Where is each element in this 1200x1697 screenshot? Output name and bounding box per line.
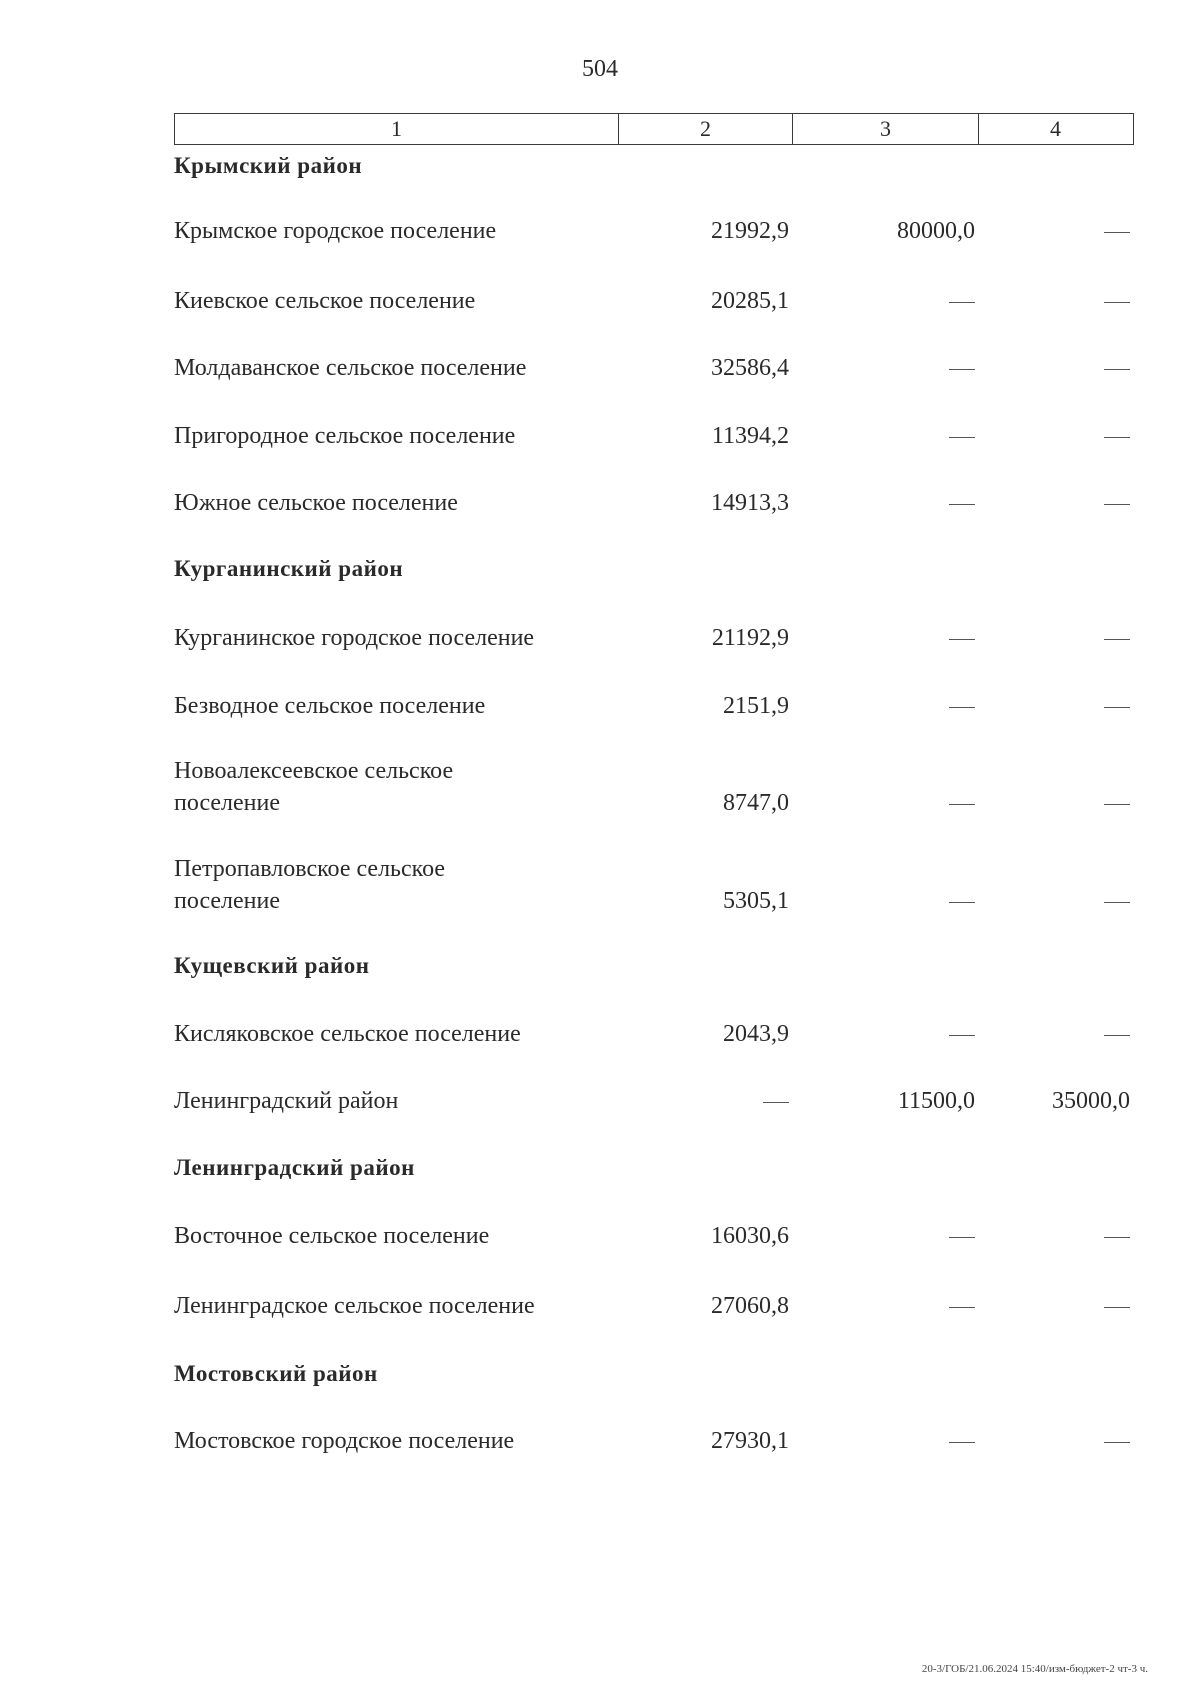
settlement-name: Ленинградский район: [174, 1088, 399, 1114]
cell-col-3: [795, 787, 975, 819]
cell-col-3: [795, 622, 975, 654]
cell-col-2: 11394,2: [711, 423, 789, 449]
empty-dash: [1104, 707, 1130, 708]
header-col-2: 2: [619, 114, 793, 144]
empty-dash: [949, 707, 975, 708]
settlement-name: Крымское городское поселение: [174, 218, 497, 244]
empty-dash: [949, 1035, 975, 1036]
settlement-name-line: поселение: [174, 888, 281, 914]
cell-col-2: 21192,9: [711, 625, 789, 651]
header-col-3: 3: [793, 114, 979, 144]
page-number: 504: [582, 56, 618, 82]
cell-col-2: 2151,9: [723, 693, 789, 719]
settlement-name: Киевское сельское поселение: [174, 288, 476, 314]
empty-dash: [1104, 437, 1130, 438]
cell-col-4: [980, 885, 1130, 917]
empty-dash: [949, 639, 975, 640]
empty-dash: [1104, 232, 1130, 233]
empty-dash: [1104, 902, 1130, 903]
empty-dash: [763, 1102, 789, 1103]
cell-col-4: 35000,0: [1052, 1088, 1130, 1114]
empty-dash: [1104, 1237, 1130, 1238]
cell-col-2: [619, 1085, 789, 1117]
cell-col-4: [980, 622, 1130, 654]
cell-col-3: [795, 352, 975, 384]
settlement-name: [174, 853, 614, 917]
settlement-name: Пригородное сельское поселение: [174, 423, 516, 449]
empty-dash: [949, 902, 975, 903]
empty-dash: [949, 302, 975, 303]
district-name: Мостовский район: [174, 1361, 378, 1386]
cell-col-2: 27060,8: [711, 1293, 789, 1319]
empty-dash: [949, 1307, 975, 1308]
cell-col-3: [795, 420, 975, 452]
cell-col-2: 21992,9: [711, 218, 789, 244]
empty-dash: [949, 437, 975, 438]
empty-dash: [949, 804, 975, 805]
settlement-name: Молдаванское сельское поселение: [174, 355, 527, 381]
header-col-1: 1: [175, 114, 619, 144]
district-name: Ленинградский район: [174, 1155, 415, 1180]
cell-col-3: [795, 885, 975, 917]
cell-col-3: [795, 1425, 975, 1457]
settlement-name-line: поселение: [174, 790, 281, 816]
cell-col-3: [795, 1018, 975, 1050]
header-col-4: 4: [1050, 116, 1061, 141]
empty-dash: [1104, 302, 1130, 303]
cell-col-4: [980, 215, 1130, 247]
cell-col-4: [980, 690, 1130, 722]
empty-dash: [1104, 1442, 1130, 1443]
cell-col-4: [980, 1425, 1130, 1457]
cell-col-4: [980, 1018, 1130, 1050]
cell-col-2: 27930,1: [711, 1428, 789, 1454]
cell-col-4: [980, 787, 1130, 819]
empty-dash: [1104, 639, 1130, 640]
cell-col-2: 14913,3: [711, 490, 789, 516]
cell-col-2: 5305,1: [723, 888, 789, 914]
empty-dash: [1104, 804, 1130, 805]
settlement-name: Восточное сельское поселение: [174, 1223, 490, 1249]
settlement-name: Кисляковское сельское поселение: [174, 1021, 521, 1047]
cell-col-3: [795, 1220, 975, 1252]
settlement-name: [174, 755, 614, 819]
empty-dash: [949, 1442, 975, 1443]
empty-dash: [949, 369, 975, 370]
table-header: [174, 113, 1134, 145]
settlement-name-line: Новоалексеевское сельское: [174, 758, 454, 784]
settlement-name: Курганинское городское поселение: [174, 625, 535, 651]
cell-col-3: [795, 690, 975, 722]
settlement-name-line: Петропавловское сельское: [174, 856, 446, 882]
cell-col-2: 20285,1: [711, 288, 789, 314]
document-code: 20-3/ГОБ/21.06.2024 15:40/изм-бюджет-2 чт-3 ч.: [921, 1663, 1148, 1675]
cell-col-3: [795, 285, 975, 317]
empty-dash: [949, 1237, 975, 1238]
cell-col-4: [980, 1290, 1130, 1322]
settlement-name: Южное сельское поселение: [174, 490, 458, 516]
cell-col-3: [795, 487, 975, 519]
cell-col-2: 2043,9: [723, 1021, 789, 1047]
cell-col-3: [795, 1290, 975, 1322]
cell-col-4: [980, 285, 1130, 317]
settlement-name: Безводное сельское поселение: [174, 693, 486, 719]
cell-col-3: 11500,0: [897, 1088, 975, 1114]
district-name: Кущевский район: [174, 953, 370, 978]
settlement-name: Мостовское городское поселение: [174, 1428, 515, 1454]
empty-dash: [949, 504, 975, 505]
cell-col-4: [980, 1220, 1130, 1252]
cell-col-4: [980, 420, 1130, 452]
cell-col-4: [980, 487, 1130, 519]
empty-dash: [1104, 369, 1130, 370]
district-name: Курганинский район: [174, 556, 404, 581]
cell-col-2: 16030,6: [711, 1223, 789, 1249]
empty-dash: [1104, 1307, 1130, 1308]
district-name: Крымский район: [174, 153, 363, 178]
cell-col-4: [980, 352, 1130, 384]
empty-dash: [1104, 1035, 1130, 1036]
cell-col-3: 80000,0: [897, 218, 975, 244]
settlement-name: Ленинградское сельское поселение: [174, 1293, 535, 1319]
cell-col-2: 32586,4: [711, 355, 789, 381]
empty-dash: [1104, 504, 1130, 505]
cell-col-2: 8747,0: [723, 790, 789, 816]
